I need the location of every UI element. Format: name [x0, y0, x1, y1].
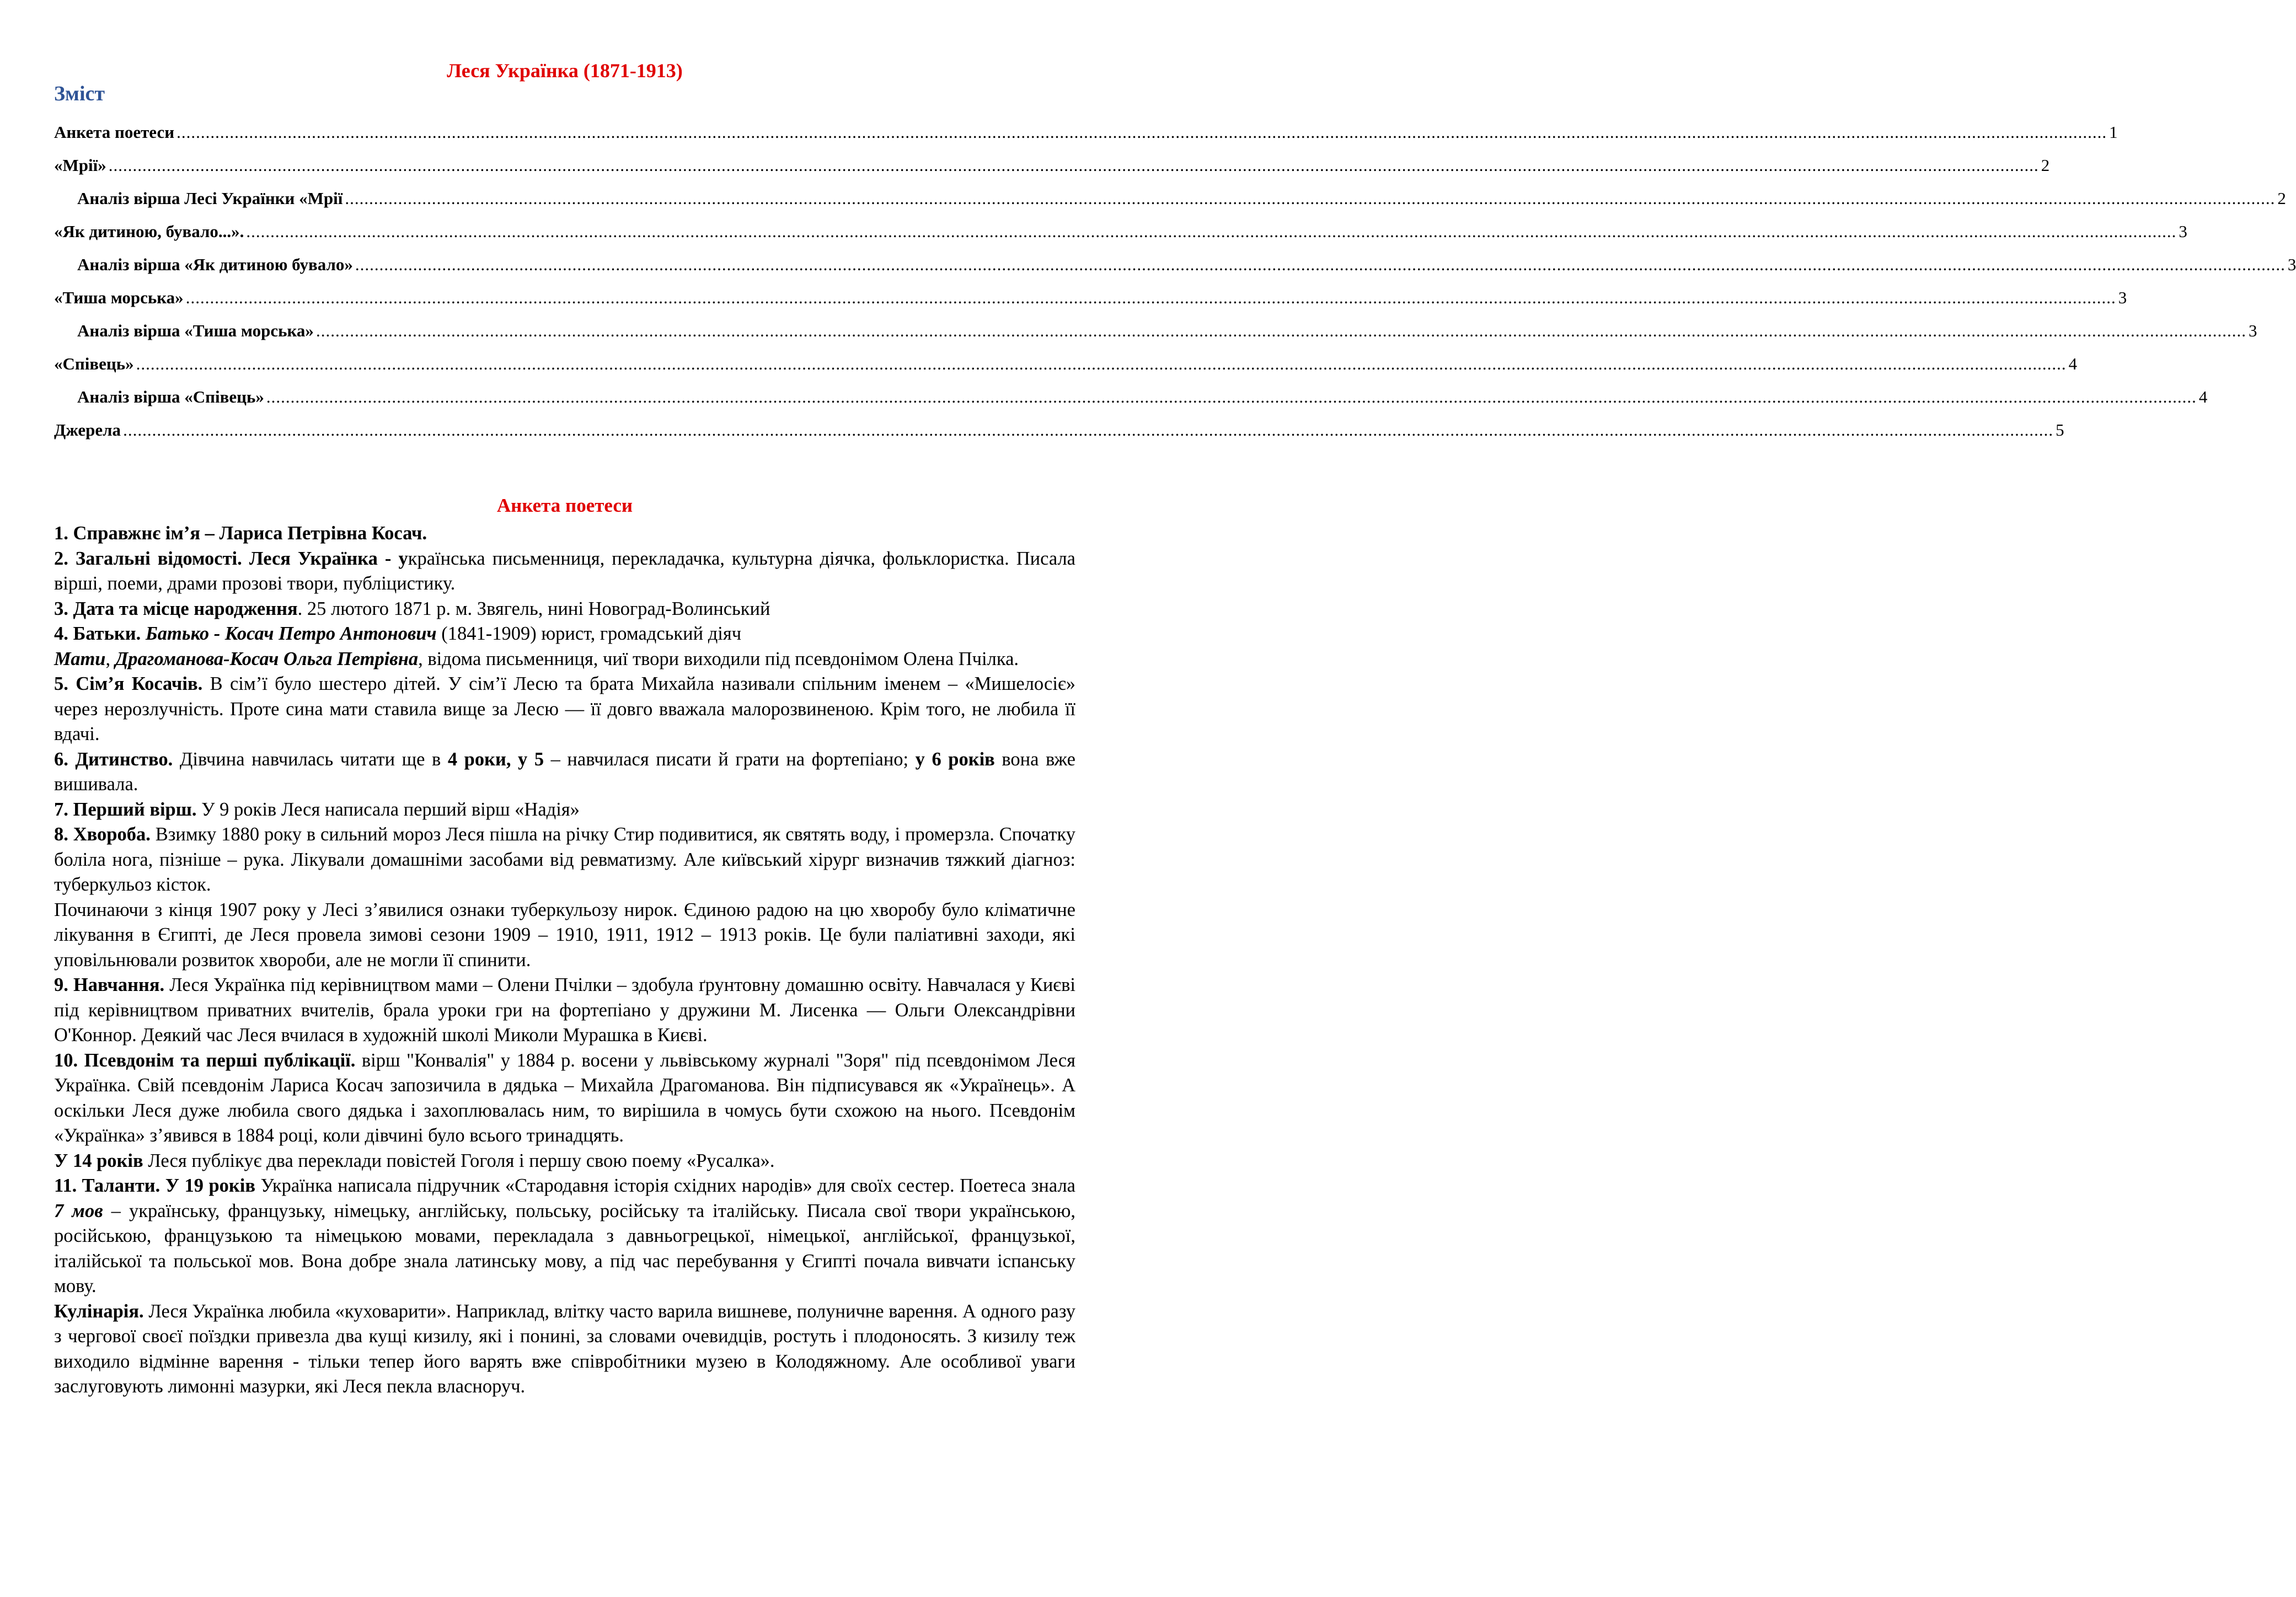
paragraph-text: . 25 лютого 1871 р. м. Звягель, нині Новоград-Волинський [297, 598, 770, 619]
section-title: Анкета поетеси [496, 495, 633, 516]
paragraph-bold-text: 5. Сім’я Косачів. [54, 673, 203, 694]
paragraph-text: країнська письменниця, перекладачка, культурна діячка, фольклористка. Писала вірші, поеми, драми прозові твори, публіцистику. [54, 548, 1075, 594]
paragraph-text: Леся Українка любила «куховарити». Наприклад, влітку часто варила вишневе, полуничне варення. А одного разу з чергової своєї поїздки привезла два кущі кизилу, які і понині, за словами очевидців, ростуть і плодоносять. З кизилу теж виходило відмінне варення - тільки тепер його варять вже співробітники музею в Колодяжному. Але особливої уваги заслуговують лимонні мазурки, які Леся пекла власноруч. [54, 1300, 1075, 1397]
paragraph [54, 597, 1075, 622]
toc-entry[interactable] [54, 110, 2118, 143]
paragraph-text: вона вже вишивала. [54, 748, 1075, 795]
toc-entry-page: 3 [2118, 288, 2127, 307]
toc-dot-leader: ................................................................................................................................................................................................................................................................................................................................................................................................................ [108, 156, 2039, 175]
toc-entry-page: 3 [2287, 255, 2296, 274]
toc-entry-text: Аналіз вірша Лесі Українки «Мрії [77, 189, 343, 208]
paragraph [54, 797, 1075, 823]
paragraph-bold-italic-text: 7 мов [54, 1200, 103, 1221]
paragraph-text: Дівчина навчилась читати ще в [173, 748, 448, 770]
paragraph [54, 621, 1075, 647]
paragraph [54, 1149, 1075, 1174]
paragraph-bold-text: 2. Загальні відомості. Леся Українка - у [54, 548, 408, 569]
paragraph-bold-text: 1. Справжнє ім’я – Лариса Петрівна Косач. [54, 523, 427, 544]
toc-entry[interactable] [54, 276, 2127, 309]
toc-entry[interactable] [54, 375, 2208, 408]
toc-entry-text: Аналіз вірша «Як дитиною бувало» [77, 255, 353, 274]
paragraph [54, 1048, 1075, 1149]
paragraph-bold-italic-text: Батько - Косач Петро Антонович [145, 623, 437, 644]
paragraph-text: У 9 років Леся написала перший вірш «Надія» [196, 798, 580, 820]
table-of-contents [54, 110, 2296, 441]
paragraph-bold-text: 4. Батьки. [54, 623, 146, 644]
document-title: Леся Українка (1871-1913) [447, 60, 683, 82]
toc-dot-leader: ................................................................................................................................................................................................................................................................................................................................................................................................................ [136, 354, 2067, 373]
paragraph-text: – навчилася писати й грати на фортепіано; [544, 748, 916, 770]
toc-entry-text: «Співець» [54, 354, 134, 373]
toc-entry-text: «Мрії» [54, 156, 106, 175]
paragraph-text: , відома письменниця, чиї твори виходили під псевдонімом Олена Пчілка. [418, 648, 1019, 669]
paragraph-bold-text: 3. Дата та місце народження [54, 598, 298, 619]
paragraph-text: вірш "Конвалія" у 1884 р. восени у львівському журналі "Зоря" під псевдонімом Леся Українка. Свій псевдонім Лариса Косач запозичила в дядька – Михайла Драгоманова. Він підписувався як «Українець». А оскільки Леся дуже любила свого дядька і захоплювалась ним, то вирішила в чомусь бути схожою на нього. Псевдонім «Українка» з’явився в 1884 році, коли дівчині було всього тринадцять. [54, 1049, 1075, 1146]
paragraph-text: Леся публікує два переклади повістей Гоголя і першу свою поему «Русалка». [143, 1150, 775, 1171]
paragraph-text: , [105, 648, 115, 669]
paragraph-bold-text: 4 роки, у 5 [447, 748, 544, 770]
paragraph-bold-italic-text: Мати [54, 648, 106, 669]
paragraph-text: – українську, французьку, німецьку, англійську, польську, російську та італійську. Писала свої твори українською, російською, французькою та німецькою мовами, перекладала з давньогрецької, німецької, англійської, французької, італійської та польської мов. Вона добре знала латинську мову, а під час перебування у Єгипті почала вивчати іспанську мову. [54, 1200, 1075, 1296]
paragraph-text: Починаючи з кінця 1907 року у Лесі з’явилися ознаки туберкульозу нирок. Єдиною радою на цю хворобу було кліматичне лікування в Єгипті, де Леся провела зимові сезони 1909 – 1910, 1911, 1912 – 1913 років. Це були паліативні заходи, які уповільнювали розвиток хвороби, але не могли її спинити. [54, 899, 1075, 971]
toc-dot-leader: ................................................................................................................................................................................................................................................................................................................................................................................................................ [185, 288, 2116, 307]
paragraph-bold-text: У 14 років [54, 1150, 143, 1171]
toc-dot-leader: ................................................................................................................................................................................................................................................................................................................................................................................................................ [176, 122, 2107, 142]
toc-dot-leader: ................................................................................................................................................................................................................................................................................................................................................................................................................ [266, 387, 2197, 406]
toc-dot-leader: ................................................................................................................................................................................................................................................................................................................................................................................................................ [123, 420, 2054, 440]
toc-entry-page: 4 [2068, 354, 2078, 373]
toc-entry-page: 2 [2277, 189, 2286, 208]
toc-entry[interactable] [54, 243, 2296, 276]
paragraph-bold-text: 9. Навчання. [54, 974, 165, 995]
toc-entry[interactable] [54, 342, 2078, 375]
toc-entry[interactable] [54, 176, 2286, 210]
toc-heading: Зміст [54, 82, 105, 105]
paragraph-bold-italic-text: Драгоманова-Косач Ольга Петрівна [115, 648, 419, 669]
toc-entry-page: 2 [2041, 156, 2050, 175]
document-body [54, 521, 1075, 1400]
toc-entry-page: 3 [2248, 321, 2257, 340]
paragraph [54, 672, 1075, 747]
toc-dot-leader: ................................................................................................................................................................................................................................................................................................................................................................................................................ [355, 255, 2286, 274]
toc-entry-text: Джерела [54, 420, 121, 440]
paragraph-bold-text: Кулінарія. [54, 1300, 144, 1322]
toc-entry-text: «Тиша морська» [54, 288, 184, 307]
paragraph [54, 647, 1075, 672]
paragraph [54, 521, 1075, 546]
toc-dot-leader: ................................................................................................................................................................................................................................................................................................................................................................................................................ [246, 222, 2177, 241]
paragraph-bold-text: 7. Перший вірш. [54, 798, 197, 820]
paragraph-bold-text: 11. Таланти. У 19 років [54, 1175, 256, 1196]
paragraph [54, 747, 1075, 797]
toc-entry-text: «Як дитиною, бувало...». [54, 222, 244, 241]
toc-dot-leader: ................................................................................................................................................................................................................................................................................................................................................................................................................ [345, 189, 2276, 208]
paragraph [54, 1173, 1075, 1299]
paragraph-bold-text: 8. Хвороба. [54, 824, 151, 845]
toc-entry-page: 1 [2109, 122, 2118, 142]
toc-entry[interactable] [54, 309, 2257, 342]
paragraph-bold-text: у 6 років [915, 748, 995, 770]
paragraph-bold-text: 10. Псевдонім та перші публікації. [54, 1049, 356, 1071]
paragraph-text: Взимку 1880 року в сильний мороз Леся пішла на річку Стир подивитися, як святять воду, і промерзла. Спочатку боліла нога, пізніше – рука. Лікували домашніми засобами від ревматизму. Але київський хірург визначив тяжкий діагноз: туберкульоз кісток. [54, 824, 1075, 895]
paragraph-text: Леся Українка під керівництвом мами – Олени Пчілки – здобула ґрунтовну домашню освіту. Навчалася у Києві під керівництвом приватних вчителів, брала уроки гри на фортепіано у дружини М. Лисенка — Ольги Олександрівни О'Коннор. Деякий час Леся вчилася в художній школі Миколи Мурашка в Києві. [54, 974, 1075, 1046]
paragraph [54, 1299, 1075, 1400]
toc-entry-page: 4 [2198, 387, 2208, 406]
toc-entry-page: 5 [2056, 420, 2064, 440]
toc-entry-page: 3 [2179, 222, 2187, 241]
toc-entry[interactable] [54, 143, 2050, 176]
paragraph-bold-text: 6. Дитинство. [54, 748, 173, 770]
paragraph-text: (1841-1909) юрист, громадський діяч [436, 623, 742, 644]
toc-dot-leader: ................................................................................................................................................................................................................................................................................................................................................................................................................ [315, 321, 2246, 340]
toc-entry-text: Аналіз вірша «Співець» [77, 387, 264, 406]
paragraph-text: В сім’ї було шестеро дітей. У сім’ї Лесю та брата Михайла називали спільним іменем – «Мишелосіє» через нерозлучність. Проте сина мати ставила вище за Лесю — її довго вважала малорозвиненою. Крім того, не любила її вдачі. [54, 673, 1075, 744]
paragraph [54, 973, 1075, 1048]
paragraph [54, 822, 1075, 898]
toc-entry[interactable] [54, 408, 2064, 441]
toc-entry-text: Аналіз вірша «Тиша морська» [77, 321, 314, 340]
paragraph [54, 898, 1075, 973]
paragraph [54, 546, 1075, 597]
toc-entry-text: Анкета поетеси [54, 122, 175, 142]
paragraph-text: Українка написала підручник «Стародавня історія східних народів» для своїх сестер. Поетеса знала [255, 1175, 1075, 1196]
toc-entry[interactable] [54, 210, 2187, 243]
